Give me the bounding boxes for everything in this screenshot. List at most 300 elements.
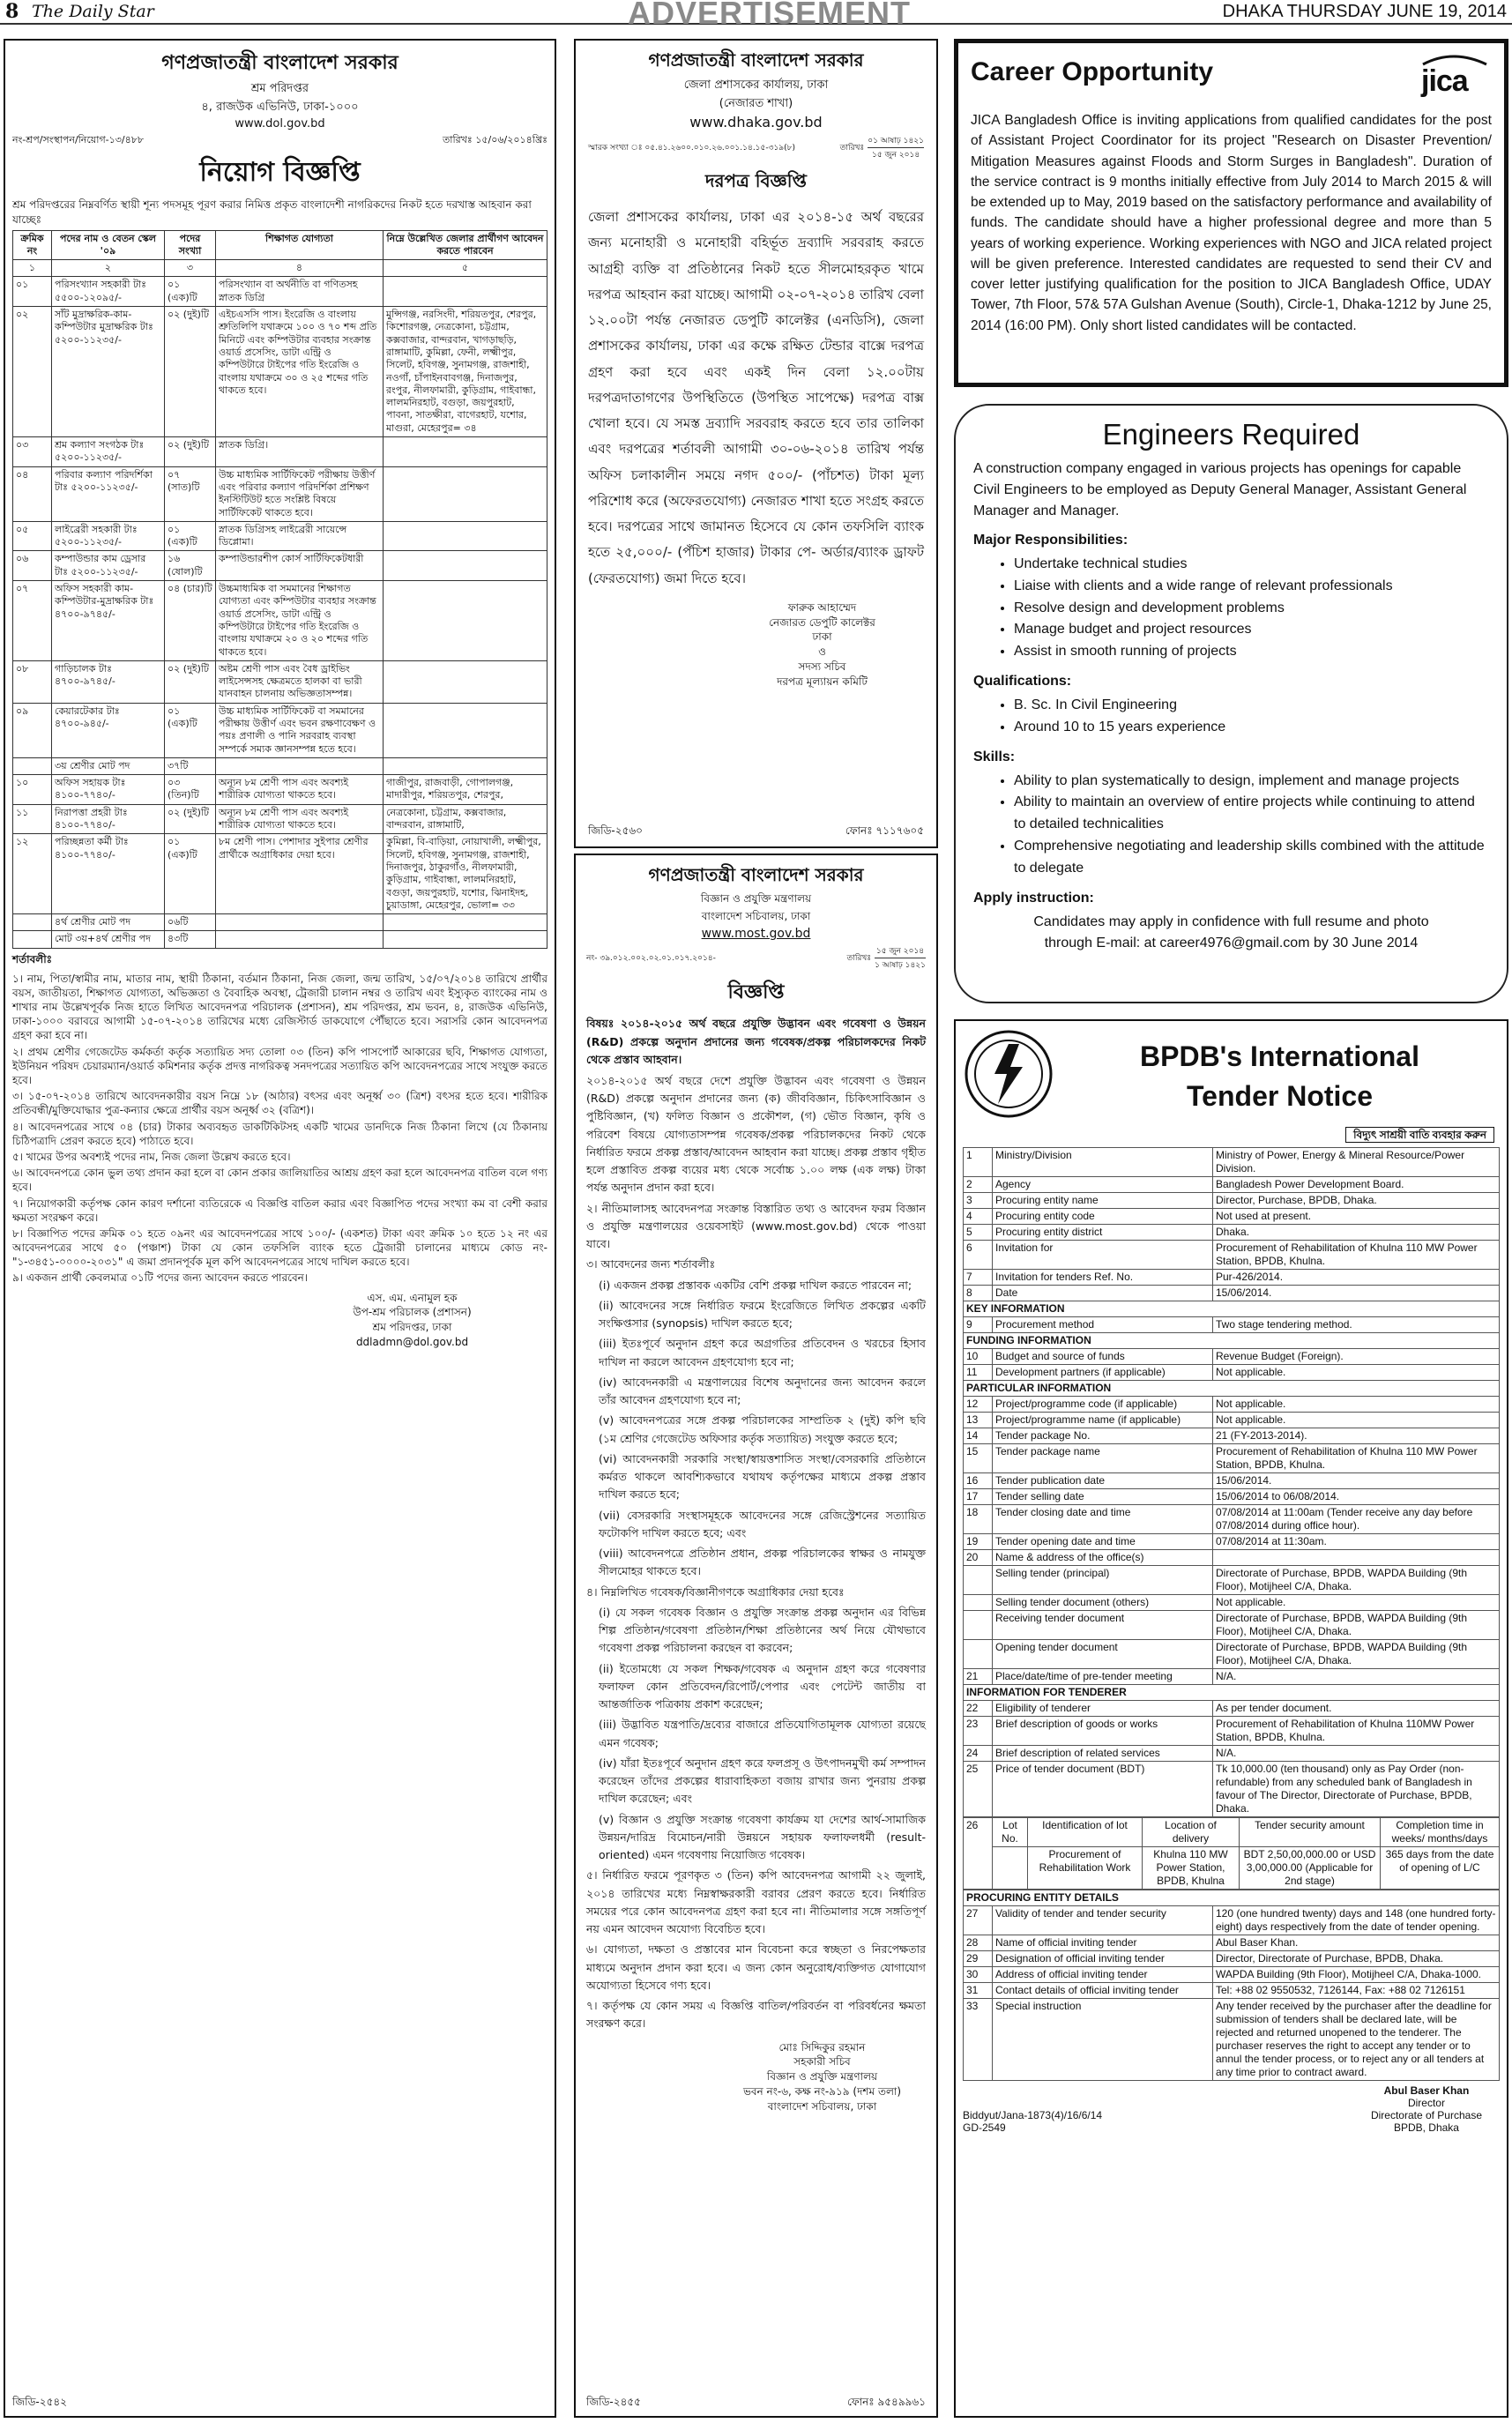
table-row	[964, 1983, 1500, 1999]
table-row	[964, 1444, 1500, 1473]
paragraph: (iv) যাঁরা ইতঃপূর্বে অনুদান গ্রহণ করে ফলপ্রসূ ও উৎপাদনমুখী কর্ম সম্পাদন করেছেন তাঁদের প্রকল্পের ধারাবাহিকতা বজায় রাখার জন্য পুনরায় প্রকল্প দাখিল করেছেন; এবং	[599, 1756, 926, 1806]
paragraph: ২। নীতিমালাসহ আবেদনপত্র সংক্রান্ত বিস্তারিত তথ্য ও আবেদন ফরম বিজ্ঞান ও প্রযুক্তি মন্ত্রণালয়ের ওয়েবসাইট (www.most.gov.bd) থেকে পাওয়া যাবে।	[586, 1201, 926, 1251]
lot-header: Identification of lot	[1028, 1818, 1143, 1847]
table-row	[13, 914, 547, 931]
table-cell	[384, 931, 547, 948]
table-cell: ১০	[13, 775, 52, 805]
row-number: 23	[964, 1717, 993, 1746]
section-header: KEY INFORMATION	[964, 1301, 1500, 1317]
row-value: Two stage tendering method.	[1213, 1317, 1500, 1333]
paragraph: ৩। আবেদনের জন্য শর্তাবলীঃ	[586, 1257, 716, 1271]
ad-gov-heading: গণপ্রজাতন্ত্রী বাংলাদেশ সরকার	[161, 52, 398, 74]
table-cell: ০৪ (চার)টি	[165, 581, 216, 661]
row-value: Directorate of Purchase, BPDB, WAPDA Building (9th Floor), Motijheel C/A, Dhaka.	[1213, 1566, 1500, 1595]
table-cell	[384, 277, 547, 307]
ad-body: JICA Bangladesh Office is inviting applications from qualified candidates for the post of Assistant Project Coordinator for its project "Research on Disaster Prevention/ Mitigation Measures against Floods and Storm Surges in Bangladesh". Duration of the service contract is 9 months initially effective from July 2014 to March 2015 & will be extended up to May, 2019 based on the satisfactory performance and availability of funds. The candidate should have a higher professional degree and more than 5 years of working experience. Working experiences with NGO and JICA related project will be given preference. Interested candidates are requested to send their CV and cover letter justifying qualification for the position to JICA Bangladesh Office, UDAY Tower, 7th Floor, 57& 57A Gulshan Avenue (South), Circle-1, Dhaka-1212 by June 25, 2014 (16:00 PM). Only short listed candidates will be contacted.	[971, 113, 1492, 333]
table-cell: ০৮	[13, 660, 52, 703]
contact-phone: ফোনঃ ৯৫৪৯৯৬১	[846, 2396, 926, 2408]
paragraph: (iii) ইতঃপূর্বে অনুদান গ্রহণ করে অগ্রগতির প্রতিবেদন ও খরচের হিসাব দাখিল না করলে আবেদন গ্রহণযোগ্য হবে না;	[599, 1337, 926, 1368]
row-number: 14	[964, 1428, 993, 1444]
table-row	[964, 1209, 1500, 1225]
row-value: Procurement of Rehabilitation of Khulna 110 MW Power Station, BPDB, Khulna.	[1213, 1444, 1500, 1473]
table-cell	[384, 437, 547, 467]
row-value: 07/08/2014 at 11:30am.	[1213, 1534, 1500, 1550]
table-row	[13, 277, 547, 307]
row-number: 7	[964, 1270, 993, 1286]
row-key: Price of tender document (BDT)	[993, 1762, 1213, 1817]
row-number: 13	[964, 1413, 993, 1428]
paragraph: (v) বিজ্ঞান ও প্রযুক্তি সংক্রান্ত গবেষণা কার্যক্রম যা দেশের আর্থ-সামাজিক উন্নয়ন/দারিদ্র বিমোচন/নারী উন্নয়নে সহায়ক ফলাফলধর্মী (result-oriented) এমন গবেষণায় নিয়োজিত গবেষক।	[599, 1812, 926, 1862]
ad-title: Career Opportunity	[971, 57, 1214, 86]
col-number: ২	[52, 260, 165, 277]
memo-number: নং- ৩৯.০১২.০০২.০২.০১.০১৭.২০১৪-	[586, 954, 716, 963]
table-row	[964, 1473, 1500, 1489]
row-value: Bangladesh Power Development Board.	[1213, 1177, 1500, 1193]
signer-title: উপ-শ্রম পরিচালক (প্রশাসন)	[353, 1306, 472, 1319]
section-header: PROCURING ENTITY DETAILS	[964, 1890, 1500, 1906]
row-key: Address of official inviting tender	[993, 1967, 1213, 1983]
row-value: Not applicable.	[1213, 1397, 1500, 1413]
table-cell: নিরাপত্তা প্রহরী টাঃ ৪১০০-৭৭৪০/-	[52, 804, 165, 834]
term-item: ৫। খামের উপর অবশ্যই পদের নাম, নিজ জেলা উল্লেখ করতে হবে।	[12, 1150, 291, 1163]
paragraph: (iv) আবেদনকারী এ মন্ত্রণালয়ের বিশেষ অনুদানের জন্য আবেদন করলে তাঁর আবেদন গ্রহণযোগ্য হবে না;	[599, 1375, 926, 1407]
table-cell: অফিস সহকারী কাম-কম্পিউটার-মুদ্রাক্ষরিক টাঃ ৪৭০০-৯৭৪৫/-	[52, 581, 165, 661]
table-cell	[384, 581, 547, 661]
row-key: Brief description of goods or works	[993, 1717, 1213, 1746]
row-number: 31	[964, 1983, 993, 1999]
term-item: ৭। নিয়োগকারী কর্তৃপক্ষ কোন কারণ দর্শানো ব্যতিরেকে এ বিজ্ঞপ্তি বাতিল করার এবং বিজ্ঞাপিত পদের সংখ্যা কম বা বেশী করার ক্ষমতা সংরক্ষণ করে।	[12, 1197, 547, 1224]
table-cell: ৪৩টি	[165, 931, 216, 948]
row-key: Procuring entity name	[993, 1193, 1213, 1209]
table-row	[964, 1505, 1500, 1534]
jica-logo	[1418, 52, 1492, 103]
table-row	[964, 1301, 1500, 1317]
row-value: Abul Baser Khan.	[1213, 1935, 1500, 1951]
ad-title: নিয়োগ বিজ্ঞপ্তি	[199, 157, 361, 188]
table-cell: অফিস সহায়ক টাঃ ৪১০০-৭৭৪০/-	[52, 775, 165, 805]
signature-block	[720, 600, 924, 690]
row-key: Eligibility of tenderer	[993, 1701, 1213, 1717]
table-row	[964, 1381, 1500, 1397]
terms-title: শর্তাবলীঃ	[12, 952, 53, 965]
table-cell: কম্পাউন্ডার কাম ড্রেসার টাঃ ৫২০০-১১২৩৫/-	[52, 551, 165, 581]
gd-code: জিডি-২৫৬০	[588, 824, 643, 837]
table-row	[964, 1397, 1500, 1413]
table-cell: ০২ (দুই)টি	[165, 804, 216, 834]
row-number: 24	[964, 1746, 993, 1762]
table-row	[13, 931, 547, 948]
row-value: WAPDA Building (9th Floor), Motijheel C/A, Dhaka-1000.	[1213, 1967, 1500, 1983]
table-cell: পরিবার কল্যাণ পরিদর্শিকা টাঃ ৫২০০-১১২৩৫/-	[52, 466, 165, 521]
table-cell: নেত্রকোনা, চট্টগ্রাম, কক্সবাজার, বান্দরবান, রাঙ্গামাটি,	[384, 804, 547, 834]
table-cell: অন্যূন ৮ম শ্রেণী পাস এবং অবশ্যই শারীরিক যোগ্যতা থাকতে হবে।	[216, 775, 384, 805]
table-row	[964, 1935, 1500, 1951]
table-cell: কেয়ারটেকার টাঃ ৪৭০০-৯৪৫/-	[52, 703, 165, 757]
signature-block	[719, 2040, 926, 2114]
term-item: ১। নাম, পিতা/স্বামীর নাম, মাতার নাম, স্থায়ী ঠিকানা, বর্তমান ঠিকানা, নিজ জেলা, জন্ম তারিখ, ১৫/০৭/২০১৪ তারিখে প্রার্থীর বয়স, জাতীয়তা, শিক্ষাগত যোগ্যতা, অভিজ্ঞতা ও বৈবাহিক অবস্থা, ট্রেজারী চালান নম্বর ও তারিখ এবং ইস্যুকৃত ব্যাংকের নাম ও শাখার নাম উল্লেখপূর্বক নিজ হাতে লিখিত আবেদনপত্র পরিচালক (প্রশাসন), শ্রম পরিদপ্তর, শ্রম ভবন, ৪, রাজউক এভিনিউ, ঢাকা-১০০০ বরাবরে আগামী ১৫-০৭-২০১৪ তারিখের মধ্যে রেজিস্টার্ড ডাকযোগে পৌঁছাতে হবে। সরাসরি কোন আবেদনপত্র গ্রহণ করা হবে না।	[12, 972, 547, 1042]
table-row	[13, 757, 547, 774]
table-cell: ০১ (এক)টি	[165, 277, 216, 307]
table-cell	[216, 757, 384, 774]
row-number: 10	[964, 1349, 993, 1365]
row-value: 07/08/2014 at 11:00am (Tender receive any day before 07/08/2014 during office hour).	[1213, 1505, 1500, 1534]
table-row	[964, 1365, 1500, 1381]
table-row	[13, 466, 547, 521]
table-cell: উচ্চ মাধ্যমিক সার্টিফিকেট পরীক্ষায় উত্তীর্ণ এবং পরিবার কল্যাণ পরিদর্শিকা প্রশিক্ষণ ইনস্টিটিউট হতে সংশ্লিষ্ট বিষয়ে সার্টিফিকেট থাকতে হবে।	[216, 466, 384, 521]
table-cell	[216, 914, 384, 931]
row-value: Tk 10,000.00 (ten thousand) only as Pay Order (non-refundable) from any scheduled bank of Bangladesh in favour of The Director, Directorate of Purchase, BPDB, Dhaka.	[1213, 1762, 1500, 1817]
row-number: 20	[964, 1550, 993, 1566]
ad-website[interactable]: www.most.gov.bd	[701, 927, 811, 941]
list-item: • Manage budget and project resources	[1014, 619, 1489, 641]
col-header: শিক্ষাগত যোগ্যতা	[216, 230, 384, 260]
table-cell	[384, 551, 547, 581]
table-cell: ৩য় শ্রেণীর মোট পদ	[52, 757, 165, 774]
table-cell: উচ্চ মাধ্যমিক সার্টিফিকেট বা সমমানের পরীক্ষায় উত্তীর্ণ এবং ভবন রক্ষণাবেক্ষণ ও পয়ঃ প্রণালী ও পানি সরবরাহ ব্যবস্থা সম্পর্কে সম্যক জ্ঞানসম্পন্ন হতে হবে।	[216, 703, 384, 757]
table-row	[13, 804, 547, 834]
date-bangla: ১ আষাঢ় ১৪২১	[875, 961, 926, 970]
table-row	[964, 1669, 1500, 1685]
list-item: • Ability to plan systematically to design, implement and manage projects	[1014, 771, 1489, 793]
table-cell: কুমিল্লা, বি-বাড়িয়া, নোয়াখালী, লক্ষ্মীপুর, সিলেট, হবিগঞ্জ, সুনামগঞ্জ, রাজশাহী, দিনাজপুর, ঠাকুরগাঁও, নীলফামারী, কুড়িগ্রাম, গাইবান্ধা, লালমনিরহাট, বগুড়া, জয়পুরহাট, যশোর, ঝিনাইদহ, চুয়াডাঙ্গা, মেহেরপুর, ভোলা= ৩৩	[384, 834, 547, 914]
table-row	[964, 1595, 1500, 1611]
row-value: Directorate of Purchase, BPDB, WAPDA Building (9th Floor), Motijheel C/A, Dhaka.	[1213, 1640, 1500, 1669]
table-cell	[384, 466, 547, 521]
row-key: Selling tender document (others)	[993, 1595, 1213, 1611]
ad-ministry: শ্রম পরিদপ্তর	[250, 82, 309, 95]
date-english: ১৫ জুন ২০১৪	[875, 944, 926, 958]
row-key: Name & address of the office(s)	[993, 1550, 1213, 1566]
lot-header: Lot No.	[993, 1818, 1028, 1847]
responsibilities-list	[1014, 554, 1489, 663]
row-key: Tender opening date and time	[993, 1534, 1213, 1550]
row-key: Project/programme code (if applicable)	[993, 1397, 1213, 1413]
jica-logo-text: jica	[1421, 64, 1468, 98]
list-item: • Assist in smooth running of projects	[1014, 641, 1489, 663]
table-row	[964, 1148, 1500, 1177]
ad-website[interactable]: www.dol.gov.bd	[235, 117, 325, 130]
table-cell: ৩৭টি	[165, 757, 216, 774]
row-number	[964, 1640, 993, 1669]
row-number: 15	[964, 1444, 993, 1473]
ad-title: Engineers Required	[1102, 418, 1360, 451]
row-key: Budget and source of funds	[993, 1349, 1213, 1365]
table-row	[964, 1640, 1500, 1669]
row-number: 4	[964, 1209, 993, 1225]
table-cell: ০৭ (সাত)টি	[165, 466, 216, 521]
table-cell: এইচএসসি পাস। ইংরেজি ও বাংলায় শ্রুতিলিপি যথাক্রমে ১০০ ও ৭০ শব্দ প্রতি মিনিটে এবং কম্পিউটার ব্যবহার সংক্রান্ত ওয়ার্ড প্রসেসিং, ডাটা এন্ট্রি ও কম্পিউটারে টাইপের গতি ইংরেজি ও বাংলায় যথাক্রমে ৩০ ও ২৫ শব্দের গতি থাকতে হবে।	[216, 307, 384, 437]
lot-cell: Khulna 110 MW Power Station, BPDB, Khulna	[1143, 1847, 1240, 1890]
col-header: পদের সংখ্যা	[165, 230, 216, 260]
row-key: Designation of official inviting tender	[993, 1951, 1213, 1967]
reference-number: Biddyut/Jana-1873(4)/16/6/14	[963, 2109, 1103, 2121]
row-key: Tender publication date	[993, 1473, 1213, 1489]
table-cell: ৪র্থ শ্রেণীর মোট পদ	[52, 914, 165, 931]
row-key: Contact details of official inviting tender	[993, 1983, 1213, 1999]
table-cell: ০১ (এক)টি	[165, 703, 216, 757]
term-item: ৪। আবেদনপত্রের সাথে ০৪ (চার) টাকার অব্যবহৃত ডাকটিকিটসহ একটি খামের ডানদিকে নিজ ঠিকানা লিখে (যে ঠিকানায় চিঠিপত্রাদি প্রেরণ করতে হবে) পাঠাতে হবে।	[12, 1120, 547, 1147]
table-cell	[384, 914, 547, 931]
row-value: 15/06/2014.	[1213, 1473, 1500, 1489]
gd-code: GD-2549	[963, 2121, 1006, 2134]
table-cell: ০১ (এক)টি	[165, 521, 216, 551]
table-row	[964, 1951, 1500, 1967]
row-value: Any tender received by the purchaser after the deadline for submission of tenders shall be declared late, will be rejected and returned unopened to the tenderer. The purchaser reserves the right to accept any tender or to annul the tender process, or to reject any or all tenders at any time prior to contract award.	[1213, 1999, 1500, 2081]
row-value: Not applicable.	[1213, 1413, 1500, 1428]
signer-email[interactable]: ddladmn@dol.gov.bd	[355, 1336, 469, 1349]
row-key: Tender selling date	[993, 1489, 1213, 1505]
vacancy-table	[12, 230, 547, 949]
most-notice-ad	[574, 854, 938, 2418]
table-row	[964, 1717, 1500, 1746]
table-row	[964, 1999, 1500, 2081]
dc-tender-ad	[574, 39, 938, 848]
signer-org: শ্রম পরিদপ্তর, ঢাকা	[372, 1321, 452, 1334]
signer-line: BPDB, Dhaka	[1393, 2121, 1459, 2134]
ad-title: বিজ্ঞপ্তি	[727, 981, 785, 1003]
date-label: তারিখঃ	[839, 144, 865, 153]
paragraph: (ii) ইতোমধ্যে যে সকল শিক্ষক/গবেষক এ অনুদান গ্রহণ করে গবেষণার ফলাফল কোন প্রতিবেদন/রিপোর্ট/পেপার এবং পেটেন্ট জাতীয় বা আন্তর্জাতিক পত্রিকায় প্রকাশ করেছেন;	[599, 1661, 926, 1711]
row-key: Receiving tender document	[993, 1611, 1213, 1640]
row-value: 120 (one hundred twenty) days and 148 (one hundred forty-eight) days respectively from the date of tender opening.	[1213, 1906, 1500, 1935]
masthead	[0, 0, 1512, 31]
row-value: Directorate of Purchase, BPDB, WAPDA Building (9th Floor), Motijheel C/A, Dhaka.	[1213, 1611, 1500, 1640]
table-cell: ০৬	[13, 551, 52, 581]
table-row	[964, 1225, 1500, 1241]
row-value: 15/06/2014 to 06/08/2014.	[1213, 1489, 1500, 1505]
ad-subtitle: Tender Notice	[1187, 1080, 1373, 1112]
table-row	[964, 1413, 1500, 1428]
list-item: • Resolve design and development problems	[1014, 598, 1489, 620]
table-row	[964, 1333, 1500, 1349]
ad-office: জেলা প্রশাসকের কার্যালয়, ঢাকা	[683, 78, 829, 92]
issue-date: DHAKA THURSDAY JUNE 19, 2014	[1222, 2, 1507, 21]
table-row	[964, 1906, 1500, 1935]
table-row	[13, 307, 547, 437]
signer-line: সদস্য সচিব	[798, 660, 846, 673]
bpdb-tender-ad	[954, 1019, 1508, 2418]
ad-intro: A construction company engaged in various projects has openings for capable Civil Engineers to be employed as Deputy General Manager, Assistant General Manager and Manager.	[973, 461, 1467, 518]
bpdb-logo	[963, 1028, 1060, 1125]
paragraph: (iii) উদ্ভাবিত যন্ত্রপাতি/দ্রব্যের বাজারে প্রতিযোগিতামূলক যোগ্যতা রয়েছে এমন গবেষক;	[599, 1718, 926, 1749]
table-cell: ০৯	[13, 703, 52, 757]
dol-recruitment-ad	[4, 39, 556, 2418]
list-item: • Around 10 to 15 years experience	[1014, 717, 1489, 739]
table-cell: ০১	[13, 277, 52, 307]
table-cell: ০২ (দুই)টি	[165, 660, 216, 703]
paragraph: (v) আবেদনপত্রের সঙ্গে প্রকল্প পরিচালকের সাম্প্রতিক ২ (দুই) কপি ছবি (১ম শ্রেণির গেজেটেড অফিসার কর্তৃক সত্যায়িত) সংযুক্ত করতে হবে;	[599, 1413, 926, 1445]
paragraph: ৭। কর্তৃপক্ষ যে কোন সময় এ বিজ্ঞপ্তি বাতিল/পরিবর্তন বা পরিবর্ধনের ক্ষমতা সংরক্ষণ করে।	[586, 1999, 926, 2031]
table-cell	[384, 660, 547, 703]
ad-title: দরপত্র বিজ্ঞপ্তি	[705, 170, 807, 191]
lot-cell: Procurement of Rehabilitation Work	[1028, 1847, 1143, 1890]
table-cell: ০২ (দুই)টি	[165, 307, 216, 437]
row-number: 17	[964, 1489, 993, 1505]
table-cell: মোট ৩য়+৪র্থ শ্রেণীর পদ	[52, 931, 165, 948]
row-number: 16	[964, 1473, 993, 1489]
row-number: 18	[964, 1505, 993, 1534]
row-number: 12	[964, 1397, 993, 1413]
paragraph: (i) যে সকল গবেষক বিজ্ঞান ও প্রযুক্তি সংক্রান্ত প্রকল্প অনুদান এর বিভিন্ন শিল্প প্রতিষ্ঠান/গবেষণা প্রতিষ্ঠান/শিক্ষা প্রতিষ্ঠানের অর্থ নিয়ে যৌথভাবে গবেষণা প্রকল্প পরিচালনা করছেন বা করবেন;	[599, 1605, 926, 1655]
signer-line: নেজারত ডেপুটি কালেক্টর	[769, 615, 875, 629]
table-row	[964, 1193, 1500, 1209]
memo-number: স্মারক সংখ্যা ঃ ০৫.৪১.২৬০০.০১০.২৬.০০১.১৪.১৫-৩১৯(৮)	[588, 144, 796, 153]
row-key: Selling tender (principal)	[993, 1566, 1213, 1595]
signer-name: ফারুক আহাম্মেদ	[787, 600, 857, 614]
row-number: 21	[964, 1669, 993, 1685]
row-number: 6	[964, 1241, 993, 1270]
ad-subject: বিষয়ঃ ২০১৪-২০১৫ অর্থ বছরে প্রযুক্তি উদ্ভাবন এবং গবেষণা ও উন্নয়ন (R&D) প্রকল্পে অনুদান প্রদানের জন্য গবেষক/প্রকল্প পরিচালকদের নিকট থেকে প্রস্তাব আহবান।	[586, 1017, 926, 1067]
table-cell: স্নাতক ডিগ্রি।	[216, 437, 384, 467]
table-row	[13, 551, 547, 581]
table-row	[964, 1317, 1500, 1333]
page-number: 8	[5, 0, 19, 23]
tender-table-2	[963, 1890, 1500, 2081]
row-key: Special instruction	[993, 1999, 1213, 2081]
lot-cell: 365 days from the date of opening of L/C	[1381, 1847, 1500, 1890]
list-item: • Undertake technical studies	[1014, 554, 1489, 576]
table-row	[964, 1177, 1500, 1193]
paragraph: (i) একজন প্রকল্প প্রস্তাবক একটির বেশি প্রকল্প দাখিল করতে পারবেন না;	[599, 1278, 912, 1292]
signer-line: বিজ্ঞান ও প্রযুক্তি মন্ত্রণালয়	[766, 2070, 878, 2084]
col-number: ৩	[165, 260, 216, 277]
row-number: 1	[964, 1148, 993, 1177]
table-cell: ১৬ (ষোল)টি	[165, 551, 216, 581]
row-key: Tender package No.	[993, 1428, 1213, 1444]
table-cell: কম্পাউন্ডারশীপ কোর্স সার্টিফিকেটধারী	[216, 551, 384, 581]
row-key: Project/programme name (if applicable)	[993, 1413, 1213, 1428]
table-cell: স্নাতক ডিগ্রিসহ লাইব্রেরী সায়েন্সে ডিপ্লোমা।	[216, 521, 384, 551]
row-value: Director, Directorate of Purchase, BPDB, Dhaka.	[1213, 1951, 1500, 1967]
contact-phone: ফোনঃ ৭১১৭৬০৫	[845, 824, 924, 837]
row-value: Pur-426/2014.	[1213, 1270, 1500, 1286]
paragraph: ৪। নিম্নলিখিত গবেষক/বিজ্ঞানীগণকে অগ্রাধিকার দেয়া হবেঃ	[586, 1584, 845, 1599]
signer-name: মোঃ সিদ্দিকুর রহমান	[778, 2040, 866, 2054]
ad-website[interactable]: www.dhaka.gov.bd	[689, 114, 823, 130]
signer-line: সহকারী সচিব	[793, 2055, 851, 2069]
table-row	[964, 1701, 1500, 1717]
row-number: 11	[964, 1365, 993, 1381]
section-header: INFORMATION FOR TENDERER	[964, 1685, 1500, 1701]
row-number: 25	[964, 1762, 993, 1817]
ad-paragraphs	[586, 1072, 926, 2033]
lot-header: Completion time in weeks/ months/days	[1381, 1818, 1500, 1847]
row-value: Ministry of Power, Energy & Mineral Resource/Power Division.	[1213, 1148, 1500, 1177]
table-row	[13, 660, 547, 703]
ad-gov-heading: গণপ্রজাতন্ত্রী বাংলাদেশ সরকার	[648, 864, 864, 885]
col-number: ৪	[216, 260, 384, 277]
row-value: Director, Purchase, BPDB, Dhaka.	[1213, 1193, 1500, 1209]
row-value: N/A.	[1213, 1669, 1500, 1685]
paragraph: ৫। নির্ধারিত ফরমে পূরণকৃত ৩ (তিন) কপি আবেদনপত্র আগামী ২২ জুলাই, ২০১৪ তারিখের মধ্যে নিম্নস্বাক্ষরকারী বরাবর প্রেরণ করতে হবে। নির্ধারিত সময়ের পরে কোন আবেদনপত্র গ্রহণ করা হবে না। নীতিমালার সঙ্গে সঙ্গতিপূর্ণ নয় এমন আবেদন অযোগ্য বিবেচিত হবে।	[586, 1868, 926, 1936]
table-cell: ০২ (দুই)টি	[165, 437, 216, 467]
table-cell	[216, 931, 384, 948]
row-value: 15/06/2014.	[1213, 1286, 1500, 1301]
term-item: ৯। একজন প্রার্থী কেবলমাত্র ০১টি পদের জন্য আবেদন করতে পারবেন।	[12, 1271, 309, 1285]
row-value: Dhaka.	[1213, 1225, 1500, 1241]
row-value: Tel: +88 02 9550532, 7126144, Fax: +88 02 7126151	[1213, 1983, 1500, 1999]
ad-title: BPDB's International	[1140, 1040, 1419, 1072]
table-cell	[384, 757, 547, 774]
paragraph: (viii) আবেদনপত্রে প্রতিষ্ঠান প্রধান, প্রকল্প পরিচালকের স্বাক্ষর ও নামযুক্ত সীলমোহর থাকতে হবে।	[599, 1547, 926, 1578]
table-row	[964, 1566, 1500, 1595]
term-item: ৩। ১৫-০৭-২০১৪ তারিখে আবেদনকারীর বয়স নিম্নে ১৮ (আঠার) বৎসর এবং অনূর্ধ্ব ৩০ (ত্রিশ) বৎসর হতে হবে। শারীরিক প্রতিবন্ধী/মুক্তিযোদ্ধার পুত্র-কন্যার ক্ষেত্রে প্রার্থীর বয়স অনূর্ধ্ব ৩২ (বত্রিশ)।	[12, 1090, 547, 1117]
table-row	[964, 1286, 1500, 1301]
section-heading: Major Responsibilities:	[973, 533, 1128, 548]
row-number: 3	[964, 1193, 993, 1209]
table-row	[13, 581, 547, 661]
section-heading: Skills:	[973, 749, 1016, 764]
newspaper-name: The Daily Star	[32, 2, 154, 21]
skills-list	[1014, 771, 1489, 880]
list-item: • B. Sc. In Civil Engineering	[1014, 695, 1489, 717]
table-cell: ০২	[13, 307, 52, 437]
row-number: 19	[964, 1534, 993, 1550]
row-number: 26	[964, 1818, 993, 1890]
table-cell: ০৬টি	[165, 914, 216, 931]
table-cell	[384, 521, 547, 551]
signer-line: ও	[818, 645, 826, 659]
row-value: Not applicable.	[1213, 1595, 1500, 1611]
term-item: ৬। আবেদনপত্রে কোন ভুল তথ্য প্রদান করা হলে বা কোন প্রকার জালিয়াতির আশ্রয় গ্রহণ করা হলে আবেদনপত্র বাতিল বলে গণ্য হবে।	[12, 1167, 547, 1194]
ad-intro: শ্রম পরিদপ্তরের নিম্নবর্ণিত স্থায়ী শূন্য পদসমূহ পূরণ করার নিমিত্ত প্রকৃত বাংলাদেশী নাগরিকদের নিকট হতে দরখাস্ত আহবান করা যাচ্ছেঃ	[12, 198, 532, 226]
row-key: Agency	[993, 1177, 1213, 1193]
signer-line: Director	[1407, 2097, 1445, 2109]
row-key: Invitation for tenders Ref. No.	[993, 1270, 1213, 1286]
signature-block	[277, 1291, 547, 1350]
row-number	[964, 1595, 993, 1611]
row-number: 2	[964, 1177, 993, 1193]
row-key: Validity of tender and tender security	[993, 1906, 1213, 1935]
row-value: Revenue Budget (Foreign).	[1213, 1349, 1500, 1365]
row-key: Tender closing date and time	[993, 1505, 1213, 1534]
col-number: ১	[13, 260, 52, 277]
row-number: 29	[964, 1951, 993, 1967]
ad-address: ৪, রাজউক এভিনিউ, ঢাকা-১০০০	[201, 101, 359, 114]
table-cell: লাইব্রেরী সহকারী টাঃ ৫২০০-১১২৩৫/-	[52, 521, 165, 551]
col-header: নিম্নে উল্লেখিত জেলার প্রার্থীগণ আবেদন করতে পারবেন	[384, 230, 547, 260]
apply-instruction: Candidates may apply in confidence with full resume and photo through E-mail: at career4976@gmail.com by 30 June 2014	[1033, 913, 1429, 951]
section-heading: Apply instruction:	[973, 890, 1094, 906]
table-cell: অন্যূন ৮ম শ্রেণী পাস এবং অবশ্যই শারীরিক যোগ্যতা থাকতে হবে।	[216, 804, 384, 834]
table-row	[13, 703, 547, 757]
row-key: Ministry/Division	[993, 1148, 1213, 1177]
row-key: Procuring entity district	[993, 1225, 1213, 1241]
signer-name: এস. এম. এনামুল হক	[367, 1291, 458, 1304]
row-number	[964, 1566, 993, 1595]
date-english: ১৫ জুন ২০১৪	[872, 151, 920, 160]
row-number: 27	[964, 1906, 993, 1935]
paragraph: (vii) বেসরকারি সংস্থাসমূহকে আবেদনের সঙ্গে রেজিস্ট্রেশনের সত্যায়িত ফটোকপি দাখিল করতে হবে; এবং	[599, 1508, 926, 1540]
term-item: ২। প্রথম শ্রেণীর গেজেটেড কর্মকর্তা কর্তৃক সত্যায়িত সদ্য তোলা ০৩ (তিন) কপি পাসপোর্ট আকারের ছবি, শিক্ষাগত যোগ্যতা, ইউনিয়ন পরিষদ চেয়ারম্যান/ওয়ার্ড কমিশনার কর্তৃক প্রদত্ত নাগরিকত্ব সনদপত্রের সত্যায়িত কপি আবেদনপত্রের সাথে সংযুক্ত করতে হবে।	[12, 1045, 547, 1087]
table-row	[13, 437, 547, 467]
date-bangla: ০১ আষাঢ় ১৪২১	[868, 134, 924, 148]
row-key: Brief description of related services	[993, 1746, 1213, 1762]
row-number: 30	[964, 1967, 993, 1983]
table-row	[964, 1534, 1500, 1550]
table-cell	[13, 757, 52, 774]
ad-ministry: বিজ্ঞান ও প্রযুক্তি মন্ত্রণালয়	[700, 892, 812, 905]
row-number: 5	[964, 1225, 993, 1241]
table-cell: ০৭	[13, 581, 52, 661]
row-key: Procurement method	[993, 1317, 1213, 1333]
paragraph: ৬। যোগ্যতা, দক্ষতা ও প্রস্তাবের মান বিবেচনা করে স্বচ্ছতা ও নিরপেক্ষতার মাধ্যমে অনুদান প্রদান করা হবে। এ জন্য কোন অনুরোধ/ব্যক্তিগত যোগাযোগ অযোগ্যতা হিসেবে গণ্য হবে।	[586, 1942, 926, 1992]
row-key: Place/date/time of pre-tender meeting	[993, 1669, 1213, 1685]
table-row	[964, 1270, 1500, 1286]
ad-secretariat: বাংলাদেশ সচিবালয়, ঢাকা	[701, 910, 811, 922]
ad-branch: (নেজারত শাখা)	[719, 97, 793, 110]
paragraph: (ii) আবেদনের সঙ্গে নির্ধারিত ফরমে ইংরেজিতে লিখিত প্রকল্পের একটি সংক্ষিপ্তসার (synopsis) দাখিল করতে হবে;	[599, 1298, 926, 1331]
